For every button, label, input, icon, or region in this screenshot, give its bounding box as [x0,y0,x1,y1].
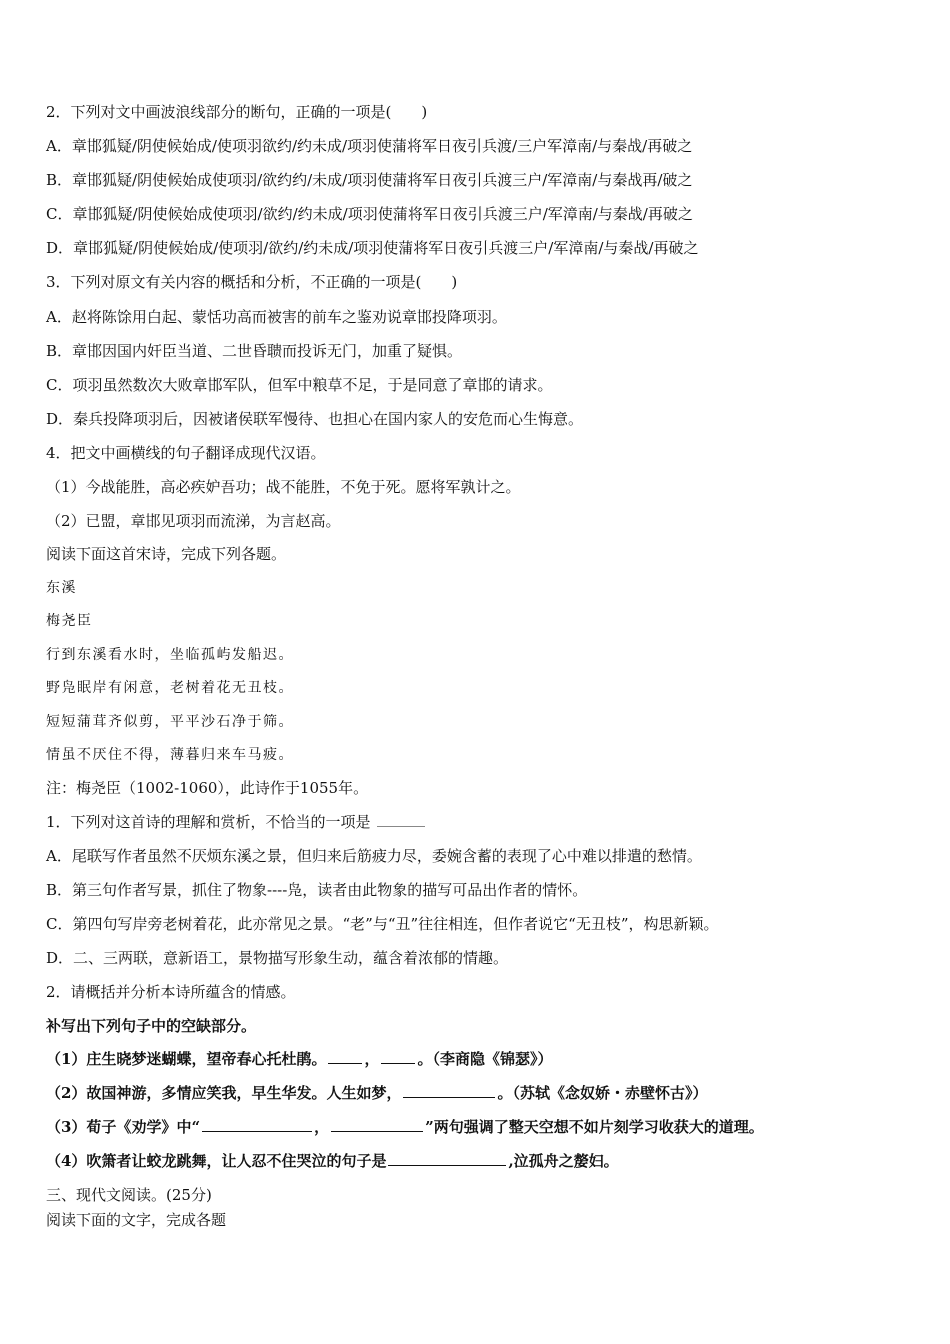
question-2-option-c: C．章邯狐疑/阴使候始成使项羽/欲约/约未成/项羽使蒲将军日夜引兵渡三户/军漳南/与秦战/再破之 [46,205,693,223]
poem-question-1-option-d: D．二、三两联，意新语工，景物描写形象生动，蕴含着浓郁的情趣。 [46,949,509,967]
question-3-option-b: B．章邯因国内奸臣当道、二世昏聩而投诉无门，加重了疑惧。 [46,342,463,360]
poem-question-1-option-b: B．第三句作者写景，抓住了物象----凫，读者由此物象的描写可品出作者的情怀。 [46,881,588,899]
answer-blank [202,1117,312,1132]
answer-blank [328,1049,362,1064]
fill-item-2 [46,1083,926,1103]
fill-item-1 [46,1049,926,1069]
answer-blank [377,812,425,827]
poem-author: 梅尧臣 [46,613,93,629]
poem-question-1-option-a: A．尾联写作者虽然不厌烦东溪之景，但归来后筋疲力尽，委婉含蓄的表现了心中难以排遣的愁情。 [46,847,702,865]
section-three-intro: 阅读下面的文字，完成各题 [46,1211,227,1229]
fill-item-3-post: ”两句强调了整天空想不如片刻学习收获大的道理。 [425,1118,764,1136]
question-3-option-c: C．项羽虽然数次大败章邯军队，但军中粮草不足，于是同意了章邯的请求。 [46,376,553,394]
question-2-stem: 2．下列对文中画波浪线部分的断句，正确的一项是( ) [46,103,428,121]
fill-item-3-pre: （3）荀子《劝学》中“ [46,1118,201,1136]
poem-question-1-text: 1．下列对这首诗的理解和赏析，不恰当的一项是 [46,813,371,831]
fill-item-2-post: 。（苏轼《念奴娇・赤壁怀古》） [497,1084,708,1102]
answer-blank [388,1151,506,1166]
poem-line-3: 短短蒲茸齐似剪，平平沙石净于筛。 [46,714,294,730]
fill-section-heading: 补写出下列句子中的空缺部分。 [46,1017,257,1035]
fill-item-4 [46,1151,926,1171]
poem-intro: 阅读下面这首宋诗，完成下列各题。 [46,545,287,563]
poem-question-1-stem [46,812,926,832]
question-3-option-a: A．赵将陈馀用白起、蒙恬功高而被害的前车之鉴劝说章邯投降项羽。 [46,308,507,326]
fill-item-4-post: ,泣孤舟之嫠妇。 [508,1152,619,1170]
fill-item-1-mid: ， [364,1050,380,1068]
poem-question-1-option-c: C．第四句写岸旁老树着花，此亦常见之景。“老”与“丑”往往相连，但作者说它“无丑枝”，构思新颖。 [46,915,719,933]
question-3-option-d: D．秦兵投降项羽后，因被诸侯联军慢待、也担心在国内家人的安危而心生悔意。 [46,410,584,428]
poem-note: 注：梅尧臣（1002-1060），此诗作于1055年。 [46,779,369,797]
question-2-option-d: D．章邯狐疑/阴使候始成/使项羽/欲约/约未成/项羽使蒲将军日夜引兵渡三户/军漳南/与秦战/再破之 [46,239,699,257]
poem-line-1: 行到东溪看水时，坐临孤屿发船迟。 [46,647,294,663]
fill-item-1-post: 。（李商隐《锦瑟》） [417,1050,553,1068]
question-2-option-a: A．章邯狐疑/阴使候始成/使项羽欲约/约未成/项羽使蒲将军日夜引兵渡/三户军漳南/与秦战/再破之 [46,137,693,155]
poem-title: 东溪 [46,580,77,596]
fill-item-1-pre: （1）庄生晓梦迷蝴蝶，望帝春心托杜鹃。 [46,1050,327,1068]
fill-item-2-pre: （2）故国神游，多情应笑我，早生华发。人生如梦， [46,1084,402,1102]
section-three-heading: 三、现代文阅读。(25分) [46,1186,212,1204]
poem-line-4: 情虽不厌住不得，薄暮归来车马疲。 [46,747,294,763]
answer-blank [403,1083,495,1098]
fill-item-3-mid: ， [314,1118,330,1136]
question-4-item-2: （2）已盟，章邯见项羽而流涕，为言赵高。 [46,512,341,530]
question-2-option-b: B．章邯狐疑/阴使候始成使项羽/欲约约/未成/项羽使蒲将军日夜引兵渡三户/军漳南/与秦战再/破之 [46,171,693,189]
question-4-stem: 4．把文中画横线的句子翻译成现代汉语。 [46,444,326,462]
fill-item-4-pre: （4）吹箫者让蛟龙跳舞，让人忍不住哭泣的句子是 [46,1152,387,1170]
poem-line-2: 野凫眠岸有闲意，老树着花无丑枝。 [46,680,294,696]
fill-item-3 [46,1117,926,1137]
poem-question-2: 2．请概括并分析本诗所蕴含的情感。 [46,983,296,1001]
question-3-stem: 3．下列对原文有关内容的概括和分析，不正确的一项是( ) [46,273,458,291]
question-4-item-1: （1）今战能胜，高必疾妒吾功；战不能胜，不免于死。愿将军孰计之。 [46,478,521,496]
answer-blank [331,1117,423,1132]
answer-blank [381,1049,415,1064]
